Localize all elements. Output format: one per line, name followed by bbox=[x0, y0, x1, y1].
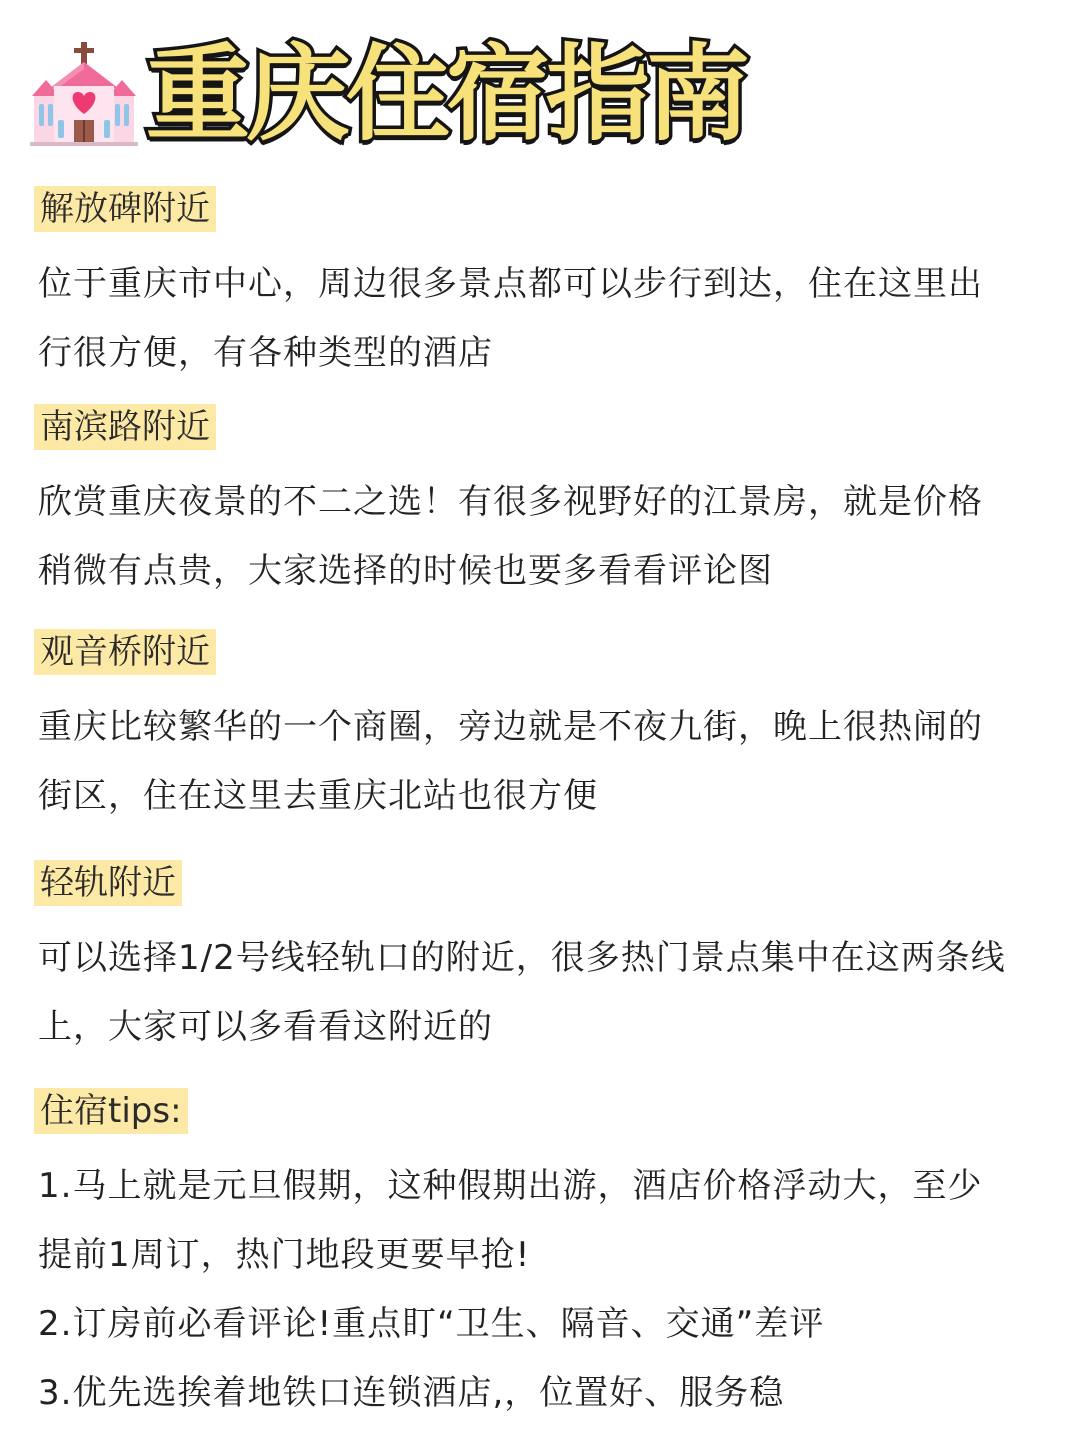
section-paragraph bbox=[34, 924, 1054, 1062]
section-light-rail bbox=[34, 860, 1054, 1062]
paragraph-line: 位于重庆市中心，周边很多景点都可以步行到达，住在这里出 bbox=[38, 264, 983, 304]
section-guanyinqiao bbox=[34, 629, 1054, 831]
tip-line: 1.马上就是元旦假期，这种假期出游，酒店价格浮动大，至少 bbox=[38, 1166, 983, 1206]
tip-line: 3.优先选挨着地铁口连锁酒店,，位置好、服务稳 bbox=[38, 1373, 785, 1413]
paragraph-line: 行很方便，有各种类型的酒店 bbox=[38, 333, 493, 373]
tip-line: 提前1周订，热门地段更要早抢! bbox=[38, 1235, 531, 1275]
tip-line: 2.订房前必看评论!重点盯“卫生、隔音、交通”差评 bbox=[38, 1304, 825, 1344]
section-paragraph bbox=[34, 468, 1054, 606]
paragraph-line: 街区，住在这里去重庆北站也很方便 bbox=[38, 776, 598, 816]
title-row bbox=[30, 33, 747, 155]
page-title: 重庆住宿指南 bbox=[146, 33, 747, 155]
section-label: 南滨路附近 bbox=[34, 404, 216, 450]
section-jiefangbei bbox=[34, 186, 1054, 388]
section-tips bbox=[34, 1088, 1054, 1428]
paragraph-line: 上，大家可以多看看这附近的 bbox=[38, 1007, 493, 1047]
tips-label: 住宿tips: bbox=[34, 1088, 188, 1134]
section-label: 解放碑附近 bbox=[34, 186, 216, 232]
paragraph-line: 欣赏重庆夜景的不二之选！有很多视野好的江景房，就是价格 bbox=[38, 482, 983, 522]
section-nanbinlu bbox=[34, 404, 1054, 606]
section-label: 观音桥附近 bbox=[34, 629, 216, 675]
church-icon bbox=[30, 40, 138, 148]
paragraph-line: 可以选择1/2号线轻轨口的附近，很多热门景点集中在这两条线 bbox=[38, 938, 1006, 978]
section-paragraph bbox=[34, 693, 1054, 831]
tips-list bbox=[34, 1152, 1054, 1428]
paragraph-line: 稍微有点贵，大家选择的时候也要多看看评论图 bbox=[38, 551, 773, 591]
section-label: 轻轨附近 bbox=[34, 860, 182, 906]
paragraph-line: 重庆比较繁华的一个商圈，旁边就是不夜九街，晚上很热闹的 bbox=[38, 707, 983, 747]
section-paragraph bbox=[34, 250, 1054, 388]
